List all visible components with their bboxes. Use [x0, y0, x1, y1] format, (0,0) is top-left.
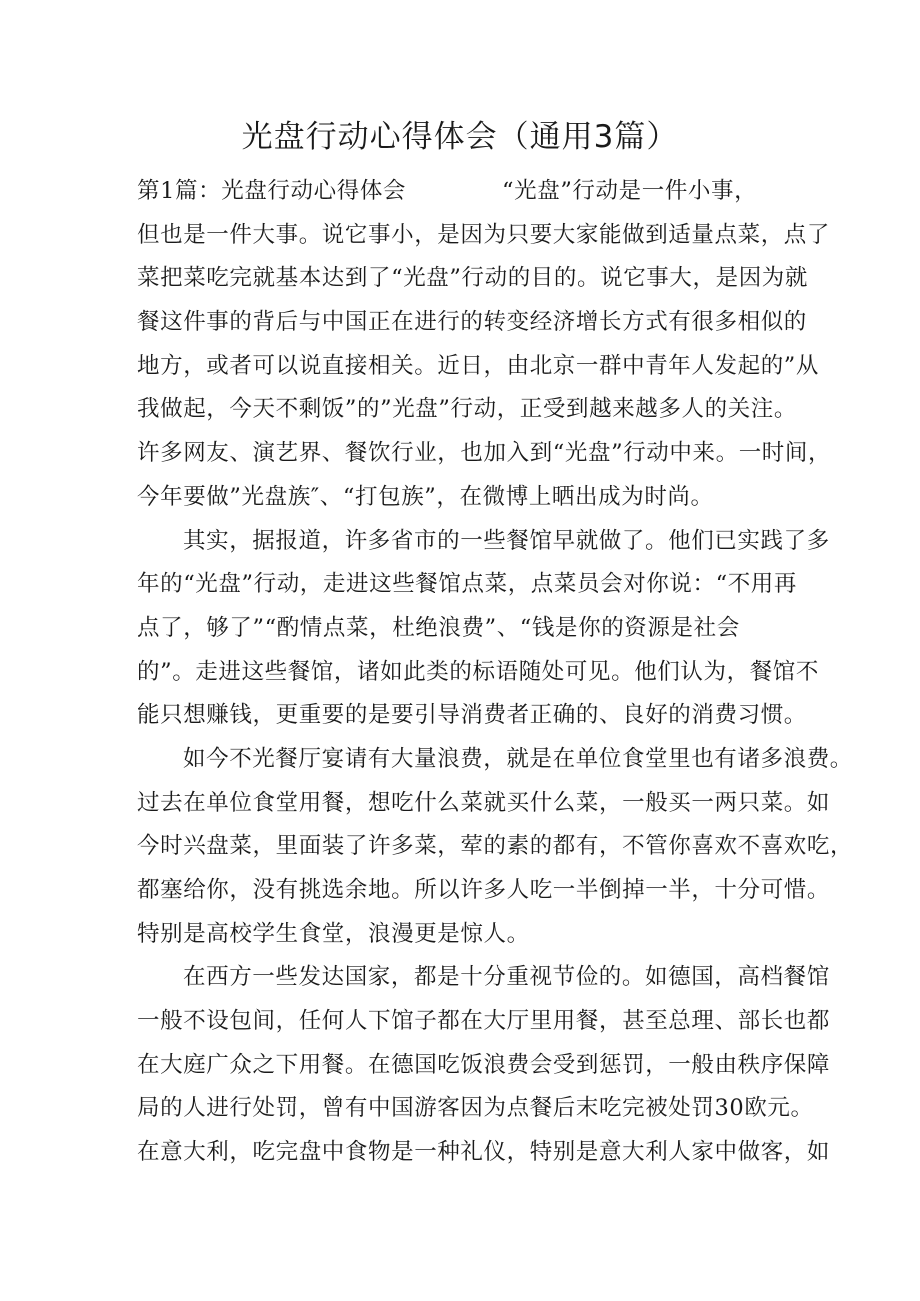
- paragraph-line: 我做起，今天不剩饭”的”光盘”行动，正受到越来越多人的关注。: [137, 396, 798, 423]
- paragraph-line: 特别是高校学生食堂，浪漫更是惊人。: [137, 920, 530, 947]
- document-body: [137, 170, 854, 1175]
- paragraph-line: 一般不设包间，任何人下馆子都在大厅里用餐，甚至总理、部长也都: [137, 1008, 831, 1035]
- paragraph-line: 点了，够了”“酌情点菜，杜绝浪费”、“钱是你的资源是社会: [137, 614, 740, 641]
- paragraph-line: 其实，据报道，许多省市的一些餐馆早就做了。他们已实践了多: [183, 527, 830, 554]
- paragraph-line: 局的人进行处罚，曾有中国游客因为点餐后末吃完被处罚30欧元。: [137, 1095, 814, 1122]
- paragraph-line: 在意大利，吃完盘中食物是一种礼仪，特别是意大利人家中做客，如: [137, 1139, 831, 1166]
- paragraph-line: 今年要做”光盘族″、“打包族”，在微博上晒出成为时尚。: [137, 483, 714, 510]
- paragraph-line: “光盘”行动是一件小事，: [502, 178, 758, 204]
- paragraph-line: 年的“光盘”行动，走进这些餐馆点菜，点菜员会对你说：“不用再: [137, 571, 798, 598]
- paragraph-line: 的”。走进这些餐馆，诸如此类的标语随处可见。他们认为，餐馆不: [137, 658, 820, 685]
- paragraph-line: 地方，或者可以说直接相关。近日，由北京一群中青年人发起的”从: [137, 352, 820, 379]
- document-title: 光盘行动心得体会（通用3篇）: [241, 119, 679, 155]
- paragraph-line: 今时兴盘菜，里面装了许多菜，荤的素的都有，不管你喜欢不喜欢吃，: [137, 833, 854, 860]
- paragraph-line: 在西方一些发达国家，都是十分重视节俭的。如德国，高档餐馆: [183, 964, 830, 991]
- paragraph-line: 都塞给你，没有挑选余地。所以许多人吃一半倒掉一半，十分可惜。: [137, 877, 831, 903]
- paragraph-line: 在大庭广众之下用餐。在德国吃饭浪费会受到惩罚，一般由秩序保障: [137, 1051, 831, 1078]
- section-heading: 第1篇：光盘行动心得体会: [137, 178, 407, 204]
- paragraph-line: 菜把菜吃完就基本达到了“光盘”行动的目的。说它事大，是因为就: [137, 265, 809, 292]
- paragraph-line: 如今不光餐厅宴请有大量浪费，就是在单位食堂里也有诸多浪费。: [183, 745, 853, 772]
- paragraph-line: 能只想赚钱，更重要的是要引导消费者正确的、良好的消费习惯。: [137, 702, 807, 729]
- paragraph-line: 餐这件事的背后与中国正在进行的转变经济增长方式有很多相似的: [137, 309, 807, 336]
- section-heading-line: [137, 170, 797, 214]
- paragraph-line: 许多网友、演艺界、餐饮行业，也加入到“光盘”行动中来。一时间，: [137, 440, 832, 467]
- paragraph-line: 但也是一件大事。说它事小，是因为只要大家能做到适量点菜，点了: [137, 221, 831, 248]
- paragraph-line: 过去在单位食堂用餐，想吃什么菜就买什么菜，一般买一两只菜。如: [137, 789, 831, 816]
